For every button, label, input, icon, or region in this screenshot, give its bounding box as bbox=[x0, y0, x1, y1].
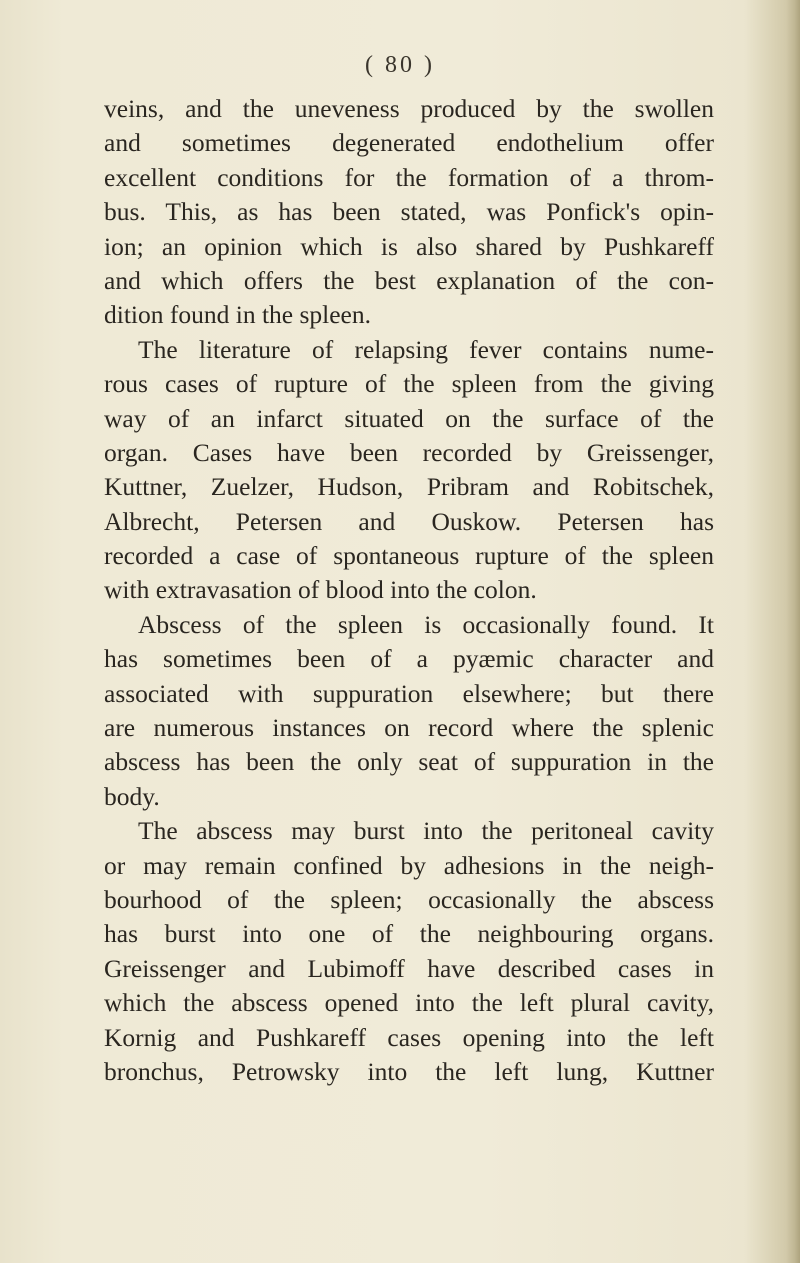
body-text bbox=[104, 92, 714, 1089]
page-edge-shadow bbox=[786, 0, 800, 1263]
text-line: Albrecht, Petersen and Ouskow. Petersen has bbox=[104, 506, 714, 536]
text-line: are numerous instances on record where the splenic bbox=[104, 713, 714, 743]
text-line: bus. This, as has been stated, was Ponfick's opin- bbox=[104, 197, 714, 227]
text-line: dition found in the spleen. bbox=[104, 300, 372, 330]
text-line: associated with suppuration elsewhere; but there bbox=[104, 678, 714, 708]
text-line: excellent conditions for the formation of a throm- bbox=[104, 162, 714, 192]
text-line: organ. Cases have been recorded by Greissenger, bbox=[104, 437, 714, 467]
text-line: bronchus, Petrowsky into the left lung, Kuttner bbox=[104, 1056, 714, 1086]
text-line: has sometimes been of a pyæmic character and bbox=[104, 644, 714, 674]
text-line: has burst into one of the neighbouring organs. bbox=[104, 919, 714, 949]
text-line: Kuttner, Zuelzer, Hudson, Pribram and Robitschek, bbox=[104, 472, 714, 502]
text-line: and sometimes degenerated endothelium offer bbox=[104, 128, 714, 158]
page-number: ( 80 ) bbox=[365, 52, 435, 78]
text-line: which the abscess opened into the left plural cavity, bbox=[104, 988, 714, 1018]
text-line: body. bbox=[104, 781, 160, 811]
text-line: The abscess may burst into the peritoneal cavity bbox=[138, 816, 714, 846]
text-line: rous cases of rupture of the spleen from the giving bbox=[104, 369, 714, 399]
text-line: Kornig and Pushkareff cases opening into the left bbox=[104, 1022, 714, 1052]
text-line: with extravasation of blood into the colon. bbox=[104, 575, 537, 605]
text-line: The literature of relapsing fever contains nume- bbox=[138, 334, 714, 364]
text-line: ion; an opinion which is also shared by Pushkareff bbox=[104, 231, 714, 261]
text-line: Abscess of the spleen is occasionally found. It bbox=[138, 609, 714, 639]
text-line: veins, and the uneveness produced by the swollen bbox=[104, 94, 714, 123]
text-line: and which offers the best explanation of the con- bbox=[104, 265, 714, 295]
text-line: recorded a case of spontaneous rupture of the spleen bbox=[104, 541, 714, 571]
text-line: way of an infarct situated on the surface of the bbox=[104, 403, 714, 433]
text-line: bourhood of the spleen; occasionally the abscess bbox=[104, 884, 714, 914]
text-line: abscess has been the only seat of suppuration in the bbox=[104, 747, 714, 777]
text-line: Greissenger and Lubimoff have described cases in bbox=[104, 953, 714, 983]
text-line: or may remain confined by adhesions in the neigh- bbox=[104, 850, 714, 880]
